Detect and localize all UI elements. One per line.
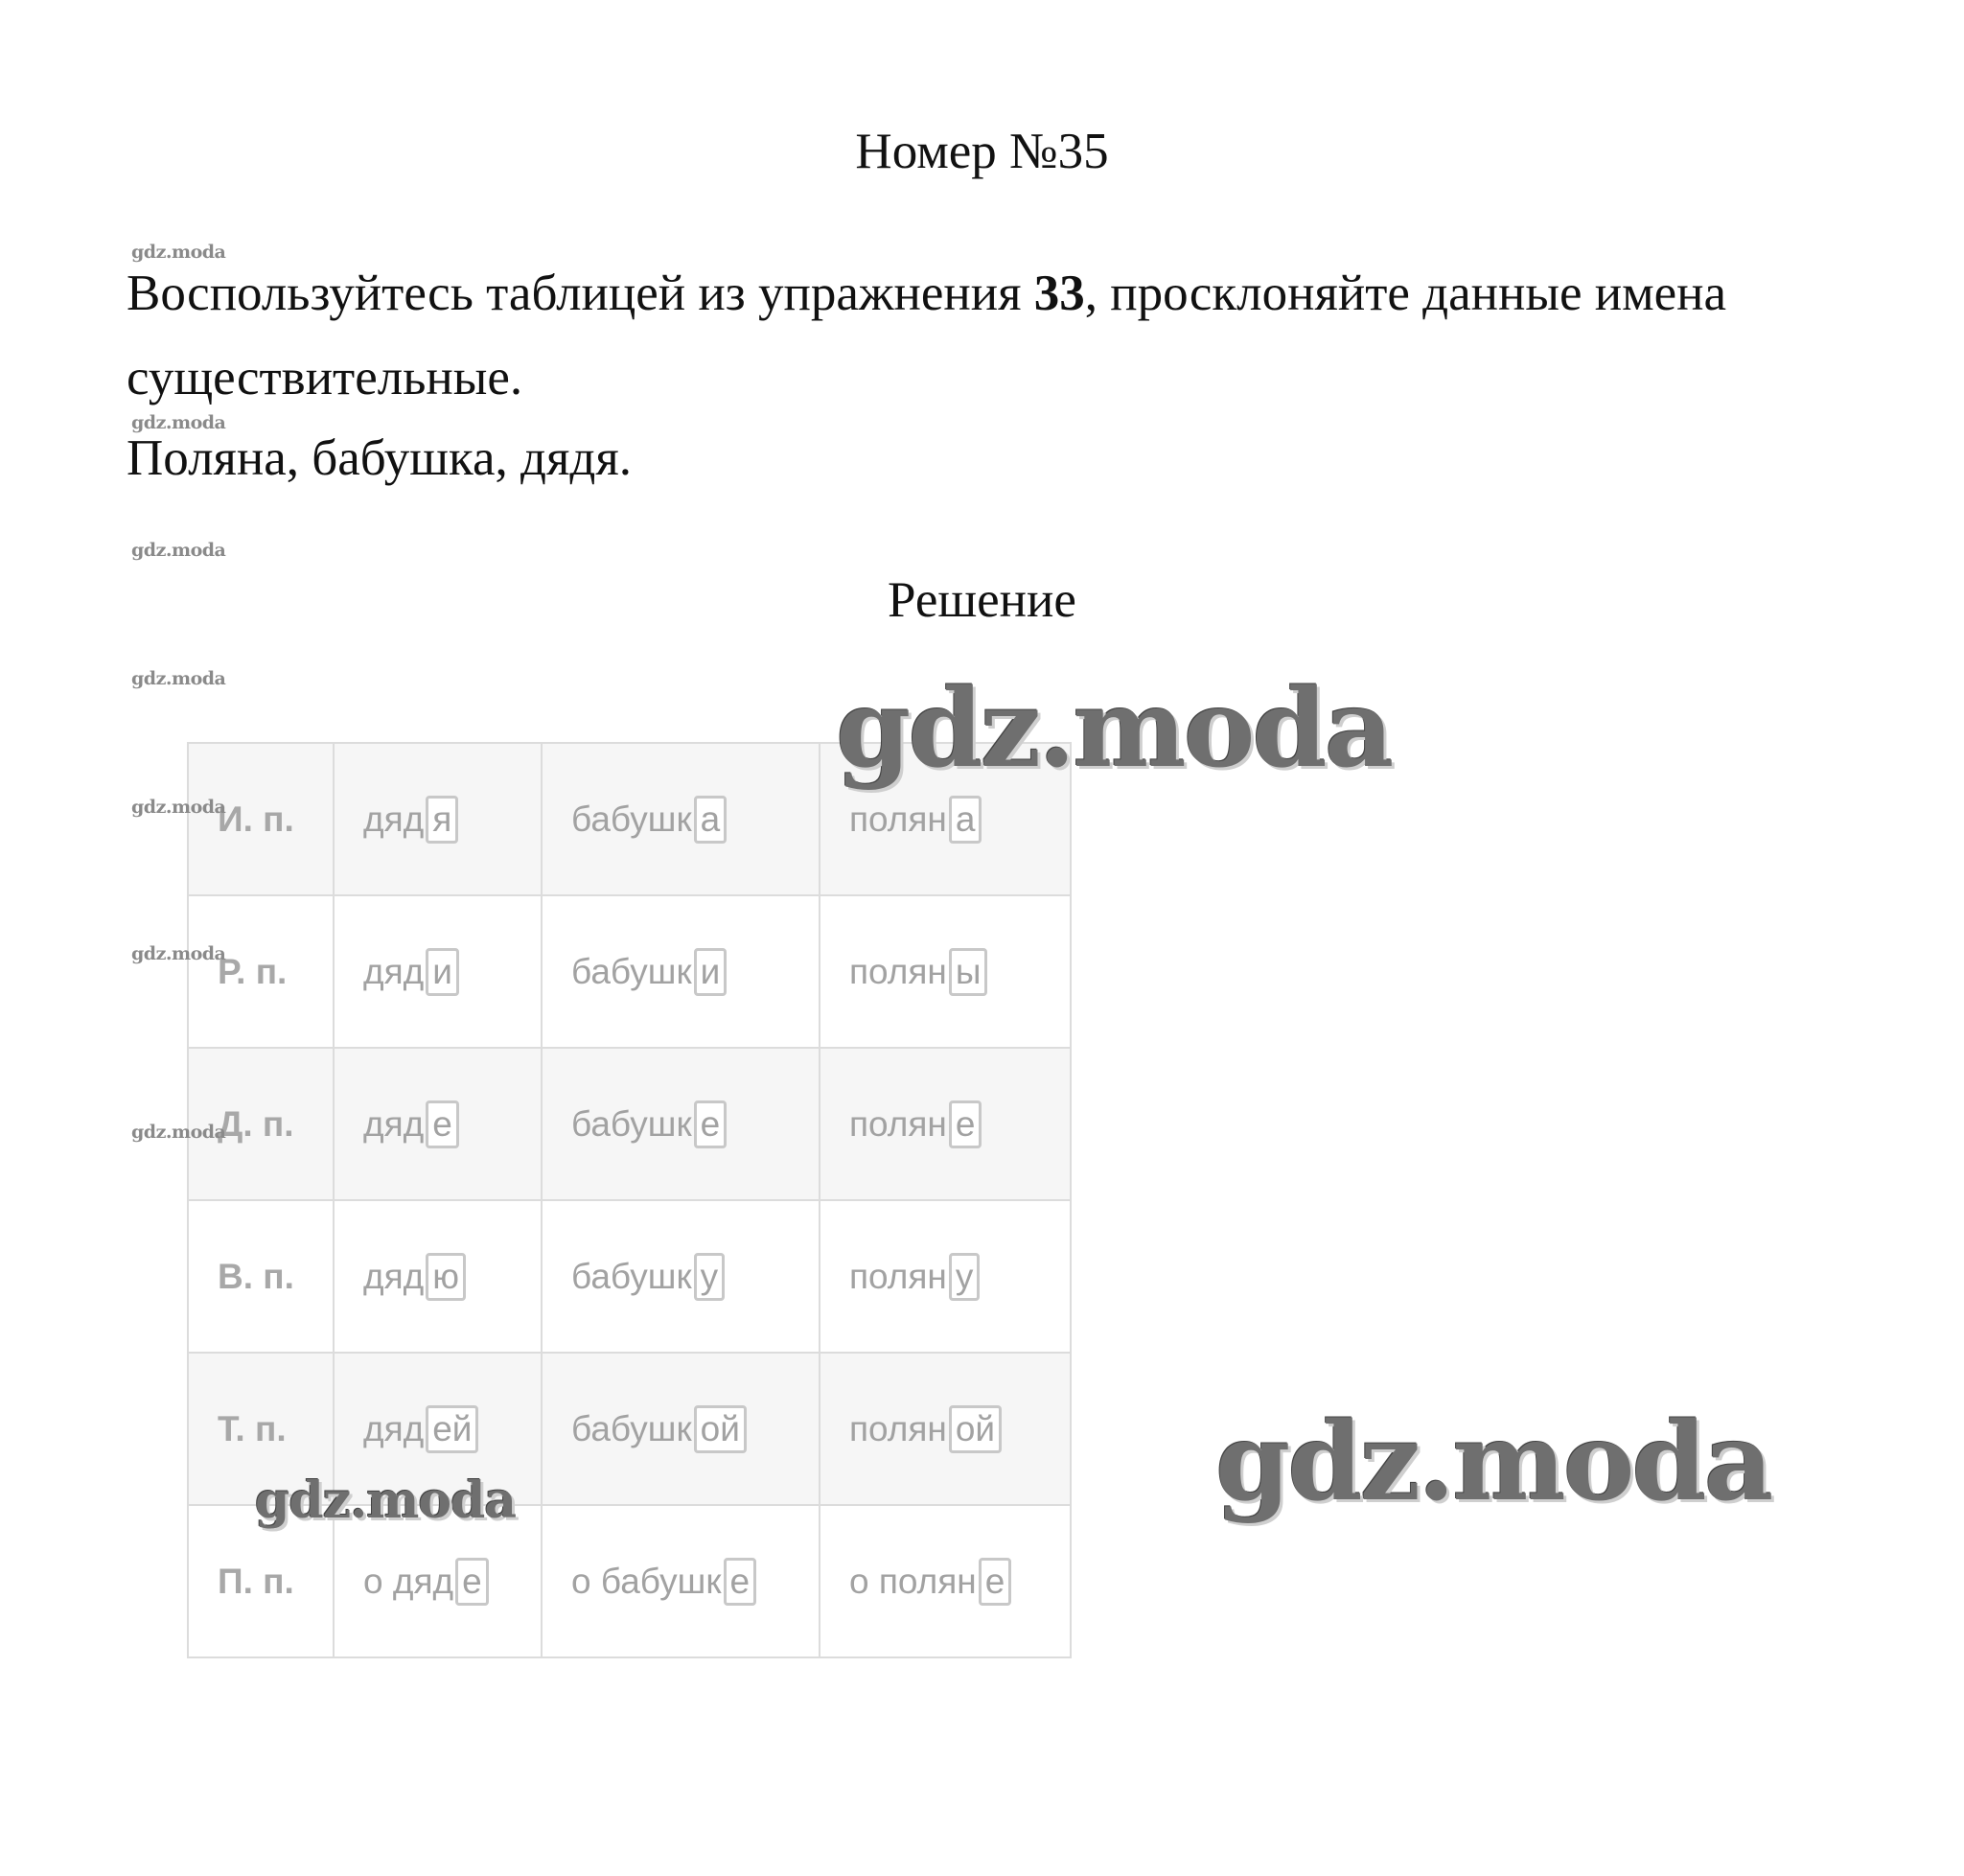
- task-words: Поляна, бабушка, дядя.: [127, 430, 632, 486]
- word-stem: бабушк: [571, 799, 692, 839]
- case-label: Т. п.: [188, 1353, 334, 1505]
- watermark-large: gdz.moda: [1215, 1400, 1771, 1525]
- word-form: [542, 1505, 820, 1657]
- word-stem: полян: [849, 1408, 947, 1448]
- watermark: gdz.moda: [131, 943, 226, 964]
- word-form: [542, 895, 820, 1048]
- table-row: [188, 895, 1071, 1048]
- word-ending: ой: [949, 1405, 1002, 1453]
- word-stem: полян: [849, 1103, 947, 1144]
- word-ending: и: [694, 948, 728, 996]
- word-stem: дяд: [363, 1103, 425, 1144]
- word-ending: я: [426, 796, 458, 844]
- watermark: gdz.moda: [131, 797, 226, 818]
- word-form: [820, 1200, 1071, 1353]
- watermark: gdz.moda: [131, 412, 226, 433]
- word-ending: а: [694, 796, 728, 844]
- word-stem: дяд: [363, 951, 425, 991]
- word-form: [334, 1048, 542, 1200]
- word-stem: полян: [849, 799, 947, 839]
- task-text: [127, 251, 1852, 420]
- solution-heading: Решение: [888, 572, 1076, 628]
- word-ending: е: [455, 1558, 489, 1606]
- case-label: В. п.: [188, 1200, 334, 1353]
- case-label: Д. п.: [188, 1048, 334, 1200]
- table-row: [188, 1048, 1071, 1200]
- word-form: [820, 895, 1071, 1048]
- word-ending: е: [694, 1100, 728, 1148]
- watermark-medium: gdz.moda: [255, 1471, 517, 1530]
- case-label: П. п.: [188, 1505, 334, 1657]
- word-form: [820, 1048, 1071, 1200]
- word-ending: ы: [949, 948, 988, 996]
- watermark: gdz.moda: [131, 540, 226, 561]
- word-ending: а: [949, 796, 982, 844]
- word-stem: бабушк: [571, 1256, 692, 1296]
- word-ending: ей: [426, 1405, 478, 1453]
- task-text-start: Воспользуйтесь таблицей из упражнения: [127, 266, 1034, 321]
- word-ending: ю: [426, 1253, 466, 1301]
- word-ending: е: [724, 1558, 757, 1606]
- word-stem: дяд: [363, 799, 425, 839]
- word-ending: ой: [694, 1405, 747, 1453]
- word-stem: бабушк: [571, 1408, 692, 1448]
- word-stem: о дяд: [363, 1561, 454, 1601]
- table-row: [188, 1200, 1071, 1353]
- watermark: gdz.moda: [131, 1122, 226, 1143]
- word-ending: е: [979, 1558, 1012, 1606]
- watermark: gdz.moda: [131, 242, 226, 263]
- case-label: И. п.: [188, 743, 334, 895]
- watermark-large: gdz.moda: [836, 666, 1392, 792]
- exercise-number: 33: [1033, 266, 1085, 321]
- word-ending: у: [949, 1253, 981, 1301]
- word-stem: дяд: [363, 1256, 425, 1296]
- watermark: gdz.moda: [131, 668, 226, 689]
- word-stem: бабушк: [571, 1103, 692, 1144]
- word-form: [542, 743, 820, 895]
- word-form: [334, 743, 542, 895]
- word-form: [334, 1200, 542, 1353]
- word-stem: полян: [849, 951, 947, 991]
- word-form: [542, 1353, 820, 1505]
- case-label: Р. п.: [188, 895, 334, 1048]
- word-form: [334, 895, 542, 1048]
- word-ending: у: [694, 1253, 726, 1301]
- word-stem: бабушк: [571, 951, 692, 991]
- word-stem: полян: [849, 1256, 947, 1296]
- word-ending: е: [426, 1100, 459, 1148]
- word-form: [542, 1048, 820, 1200]
- word-form: [820, 1353, 1071, 1505]
- word-ending: и: [426, 948, 459, 996]
- word-form: [542, 1200, 820, 1353]
- word-stem: о бабушк: [571, 1561, 722, 1601]
- word-stem: дяд: [363, 1408, 425, 1448]
- word-form: [820, 1505, 1071, 1657]
- task-text-end: , просклоняйте данные имена существительные.: [127, 266, 1727, 405]
- word-stem: о полян: [849, 1561, 977, 1601]
- word-ending: е: [949, 1100, 982, 1148]
- page-title: Номер №35: [855, 124, 1109, 179]
